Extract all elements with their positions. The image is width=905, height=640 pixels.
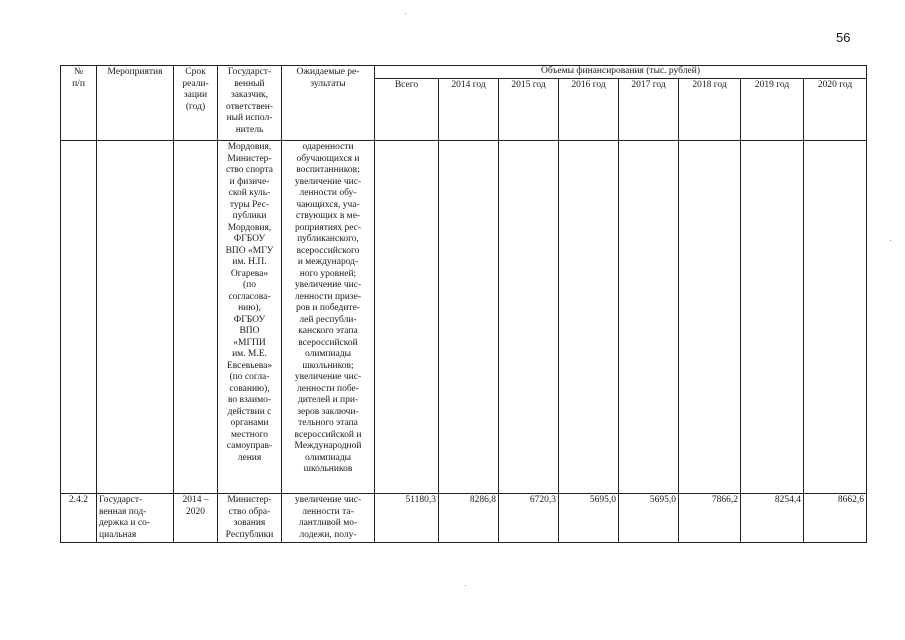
row-2014: 8286,8 bbox=[439, 494, 499, 543]
table-row bbox=[61, 494, 867, 543]
financing-table bbox=[60, 65, 867, 543]
row-2017 bbox=[619, 141, 679, 494]
row-measure: Государст- венная под- держка и со- циальная bbox=[97, 494, 174, 543]
header-financing-group: Объемы финансирования (тыс. рублей) bbox=[375, 66, 867, 79]
row-2015 bbox=[499, 141, 559, 494]
row-2019: 8254,4 bbox=[741, 494, 804, 543]
row-2020: 8662,6 bbox=[804, 494, 867, 543]
header-customer: Государст- венный заказчик, ответствен- ный испол- нитель bbox=[218, 66, 282, 141]
row-2015: 6720,3 bbox=[499, 494, 559, 543]
header-2016: 2016 год bbox=[559, 78, 619, 141]
scan-speck bbox=[465, 585, 466, 586]
header-2017: 2017 год bbox=[619, 78, 679, 141]
header-total: Всего bbox=[375, 78, 439, 141]
row-2014 bbox=[439, 141, 499, 494]
row-customer: Мордовия, Министер- ство спорта и физиче- ской куль- туры Рес- публики Мордовия, ФГБОУ ВПО «МГУ им. Н.П. Огарева» (по согласова- нию), ФГБОУ ВПО «МГПИ им. М.Е. Евсевьева» (по согла- сованию), во взаимо- действии с органами местного самоуправ- ления bbox=[218, 141, 282, 494]
page-number: 56 bbox=[836, 30, 851, 45]
header-measures: Мероприятия bbox=[97, 66, 174, 141]
row-2019 bbox=[741, 141, 804, 494]
row-2018: 7866,2 bbox=[679, 494, 741, 543]
row-term: 2014 – 2020 bbox=[174, 494, 218, 543]
scan-speck bbox=[405, 13, 406, 14]
row-num bbox=[61, 141, 97, 494]
row-term bbox=[174, 141, 218, 494]
table-row bbox=[61, 141, 867, 494]
row-2018 bbox=[679, 141, 741, 494]
row-2020 bbox=[804, 141, 867, 494]
row-2017: 5695,0 bbox=[619, 494, 679, 543]
row-measure bbox=[97, 141, 174, 494]
row-result: одаренности обучающихся и воспитанников; увеличение чис- ленности обу- чающихся, уча- ствующих в ме- роприятиях рес- публиканского, всероссийского и международ- ного уровней; увеличение чис- ленности призе- ров и победите- лей республи- канского этапа всероссийской олимпиады школьников; увеличение чис- ленности побе- дителей и при- зеров заключи- тельного этапа всероссийской и Международной олимпиады школьников bbox=[282, 141, 375, 494]
header-2019: 2019 год bbox=[741, 78, 804, 141]
row-2016: 5695,0 bbox=[559, 494, 619, 543]
scan-speck bbox=[890, 240, 891, 241]
header-2014: 2014 год bbox=[439, 78, 499, 141]
header-results: Ожидаемые ре- зультаты bbox=[282, 66, 375, 141]
row-total: 51180,3 bbox=[375, 494, 439, 543]
row-num: 2.4.2 bbox=[61, 494, 97, 543]
row-result: увеличение чис- ленности та- лантливой мо- лодежи, полу- bbox=[282, 494, 375, 543]
header-2015: 2015 год bbox=[499, 78, 559, 141]
row-2016 bbox=[559, 141, 619, 494]
row-customer: Министер- ство обра- зования Республики bbox=[218, 494, 282, 543]
header-term: Срок реали- зации (год) bbox=[174, 66, 218, 141]
header-2020: 2020 год bbox=[804, 78, 867, 141]
header-2018: 2018 год bbox=[679, 78, 741, 141]
header-row bbox=[61, 66, 867, 79]
row-total bbox=[375, 141, 439, 494]
header-num: № п/п bbox=[61, 66, 97, 141]
